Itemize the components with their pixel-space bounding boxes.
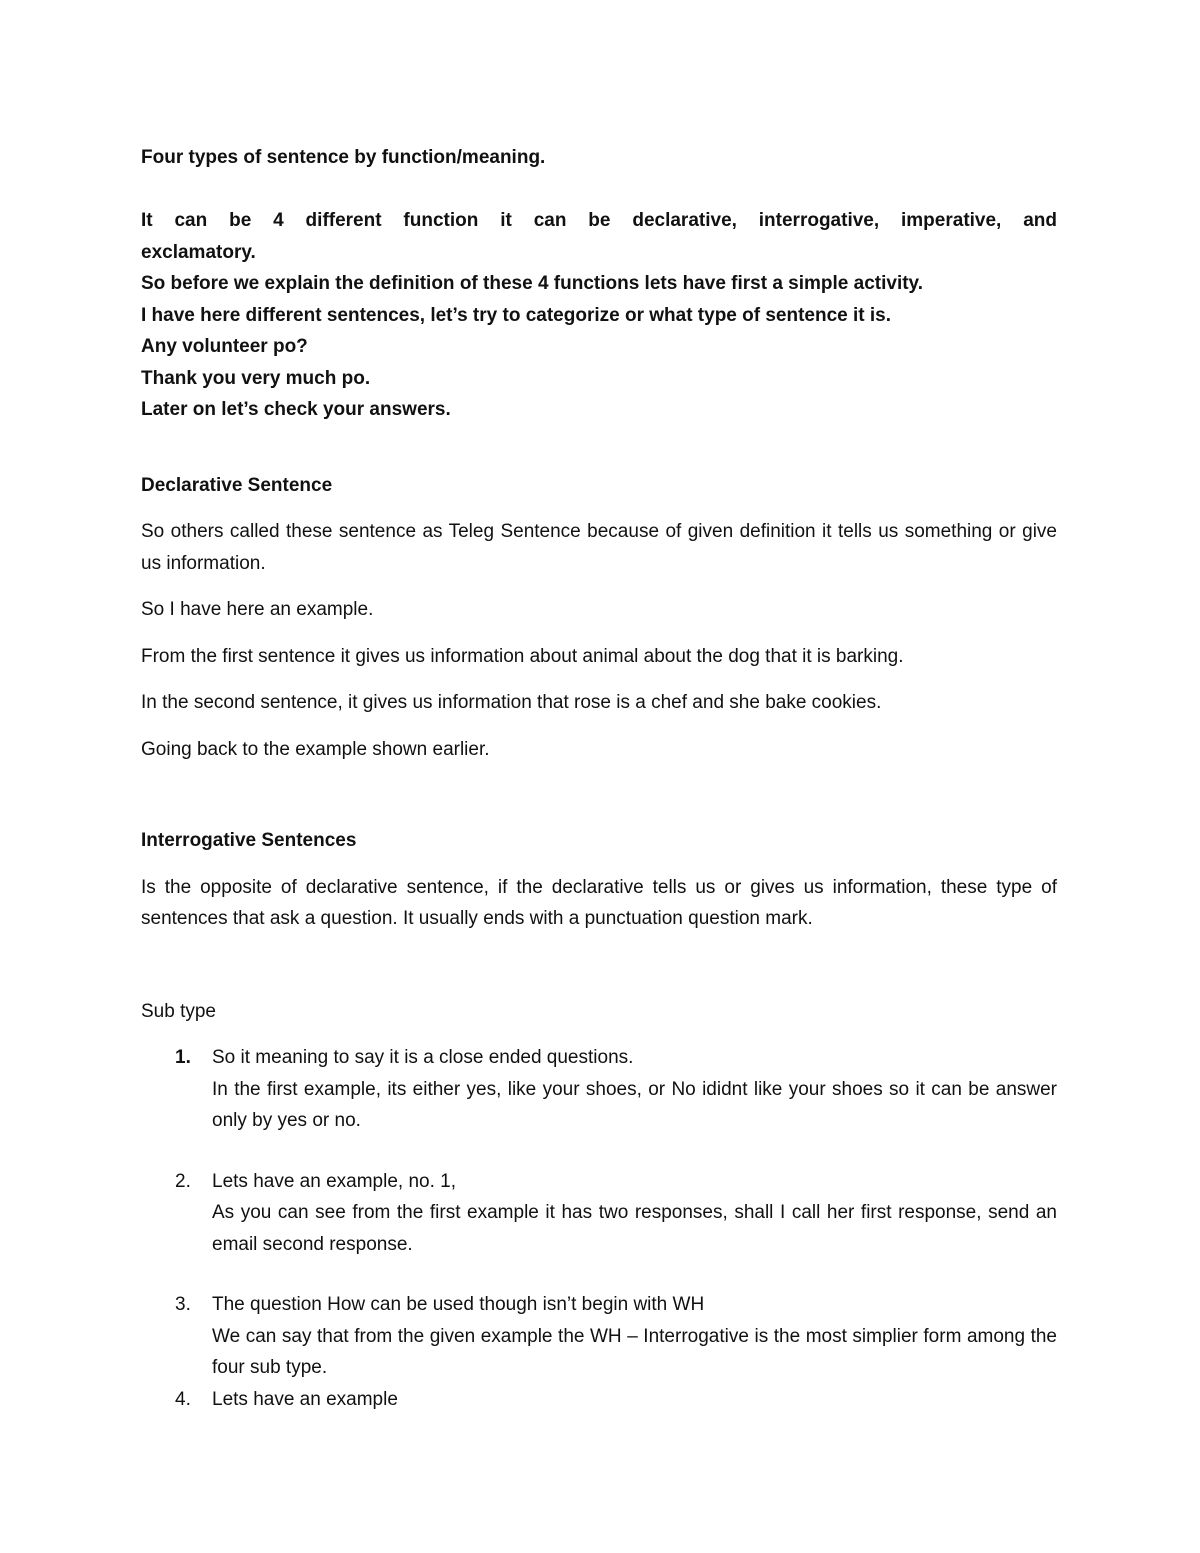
declarative-paragraph-3: From the first sentence it gives us information about animal about the dog that it is barking.: [141, 645, 904, 667]
declarative-heading: Declarative Sentence: [141, 474, 333, 496]
list-item-detail: As you can see from the first example it has two responses, shall I call her first response, send an email second response.: [212, 1202, 1057, 1255]
intro-line-4: Any volunteer po?: [141, 336, 308, 357]
list-item-detail: We can say that from the given example the WH – Interrogative is the most simplier form among the four sub type.: [212, 1325, 1057, 1378]
list-number: 2.: [175, 1170, 191, 1192]
declarative-paragraph-5: Going back to the example shown earlier.: [141, 738, 490, 760]
list-item-detail: In the first example, its either yes, like your shoes, or No ididnt like your shoes so it can be answer only by yes or no.: [212, 1078, 1057, 1131]
declarative-paragraph-1: So others called these sentence as Teleg Sentence because of given definition it tells us something or give us information.: [141, 521, 1057, 574]
subtype-label: Sub type: [141, 1000, 216, 1022]
intro-line-2: So before we explain the definition of these 4 functions lets have first a simple activity.: [141, 273, 923, 294]
intro-line-6: Later on let’s check your answers.: [141, 399, 451, 420]
document-body: [141, 142, 1057, 1415]
interrogative-paragraph: Is the opposite of declarative sentence, if the declarative tells us or gives us information, these type of sentences that ask a question. It usually ends with a punctuation question mark.: [141, 876, 1057, 929]
subtype-list: [141, 1042, 1057, 1415]
list-item-line: The question How can be used though isn’t begin with WH: [212, 1294, 705, 1315]
list-item: [141, 1042, 1057, 1137]
list-number: 4.: [175, 1388, 191, 1410]
list-item-line: Lets have an example, no. 1,: [212, 1170, 456, 1192]
page-title: Four types of sentence by function/meaning.: [141, 147, 546, 168]
list-item-line: So it meaning to say it is a close ended questions.: [212, 1047, 634, 1068]
list-item: [141, 1289, 1057, 1384]
list-number: 3.: [175, 1294, 191, 1315]
intro-line-1-cont: exclamatory.: [141, 241, 256, 263]
intro-line-3: I have here different sentences, let’s try to categorize or what type of sentence it is.: [141, 304, 892, 326]
list-item: [141, 1384, 1057, 1416]
list-item-line: Lets have an example: [212, 1388, 398, 1410]
declarative-paragraph-4: In the second sentence, it gives us information that rose is a chef and she bake cookies.: [141, 692, 882, 713]
declarative-paragraph-2: So I have here an example.: [141, 599, 374, 620]
interrogative-heading: Interrogative Sentences: [141, 830, 357, 851]
intro-line-1: It can be 4 different function it can be declarative, interrogative, imperative, and: [141, 210, 1057, 231]
intro-line-5: Thank you very much po.: [141, 367, 371, 389]
list-number: 1.: [175, 1047, 191, 1068]
list-item: [141, 1166, 1057, 1261]
